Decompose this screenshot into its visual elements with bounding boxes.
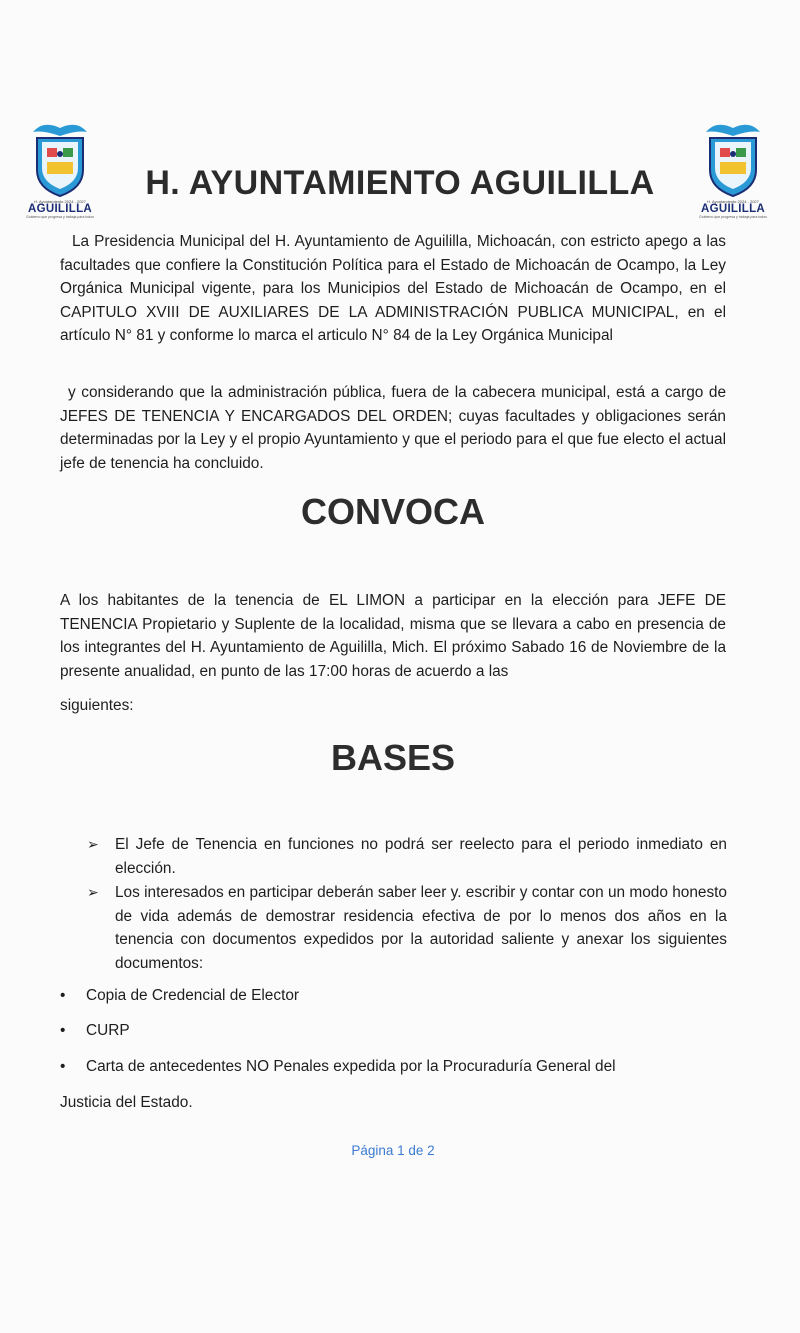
intro-paragraph: La Presidencia Municipal del H. Ayuntamiento de Aguililla, Michoacán, con estricto apego a las facultades que confiere la Constitución Política para el Estado de Michoacán de Ocampo, la Ley Orgánica Municipal vigente, para los Municipios del Estado de Michoacán de Ocampo, en el CAPITULO XVIII DE AUXILIARES DE LA ADMINISTRACIÓN PUBLICA MUNICIPAL, en el artículo N° 81 y conforme lo marca el articulo N° 84 de la Ley Orgánica Municipal	[60, 233, 726, 344]
base-item	[87, 881, 727, 975]
logo-caption: H. Ayuntamiento 2024 - 2027	[707, 199, 759, 204]
logo-tagline: Gobierno que progresa y trabaja para todos	[699, 215, 767, 219]
bullet-dot-icon: •	[60, 1022, 66, 1039]
document-requirement	[60, 1022, 130, 1040]
logo-caption: H. Ayuntamiento 2024 - 2027	[34, 199, 86, 204]
requirement-text: Carta de antecedentes NO Penales expedida por la Procuraduría General del	[86, 1058, 616, 1075]
document-requirement	[60, 987, 299, 1005]
base-item	[87, 833, 727, 880]
document-title: H. AYUNTAMIENTO AGUILILLA	[145, 164, 655, 202]
document-requirement	[60, 1058, 616, 1076]
arrow-bullet-icon: ➢	[87, 836, 99, 852]
bullet-dot-icon: •	[60, 987, 66, 1004]
requirement-text: CURP	[86, 1022, 130, 1039]
logo-tagline: Gobierno que progresa y trabaja para todos	[26, 215, 94, 219]
page-number: Página 1 de 2	[351, 1143, 435, 1158]
requirement-text: Copia de Credencial de Elector	[86, 987, 300, 1004]
siguientes-line: siguientes:	[60, 697, 134, 714]
base-item-text: El Jefe de Tenencia en funciones no podrá ser reelecto para el periodo inmediato en elección.	[115, 836, 727, 877]
arrow-bullet-icon: ➢	[87, 884, 99, 900]
requirement-continuation: Justicia del Estado.	[60, 1094, 193, 1111]
considering-paragraph: y considerando que la administración pública, fuera de la cabecera municipal, está a cargo de JEFES DE TENENCIA Y ENCARGADOS DEL ORDEN; cuyas facultades y obligaciones serán determinadas por la Ley y el propio Ayuntamiento y que el periodo para el que fue electo el actual jefe de tenencia ha concluido.	[60, 384, 726, 472]
logo-name: AGUILILLA	[27, 203, 93, 215]
convocation-paragraph: A los habitantes de la tenencia de EL LIMON a participar en la elección para JEFE DE TENENCIA Propietario y Suplente de la localidad, misma que se llevara a cabo en presencia de los integrantes del H. Ayuntamiento de Aguililla, Mich. El próximo Sabado 16 de Noviembre de la presente anualidad, en punto de las 17:00 horas de acuerdo a las	[60, 592, 726, 680]
logo-name: AGUILILLA	[700, 203, 766, 215]
bullet-dot-icon: •	[60, 1058, 66, 1075]
base-item-text: Los interesados en participar deberán saber leer y. escribir y contar con un modo honesto de vida además de demostrar residencia efectiva de por lo menos dos años en la tenencia con documentos expedidos por la autoridad saliente y anexar los siguientes documentos:	[115, 884, 727, 972]
convoca-heading: CONVOCA	[300, 491, 485, 532]
bases-heading: BASES	[330, 737, 456, 778]
